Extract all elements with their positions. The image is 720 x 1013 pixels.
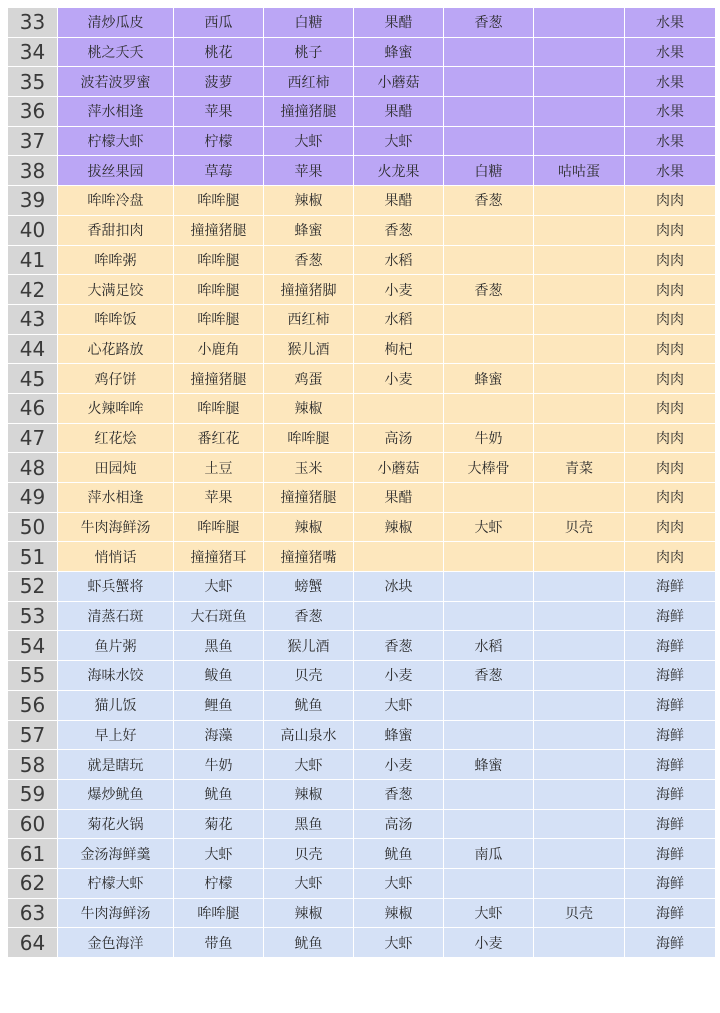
ingredient-1: 大虾 [174, 572, 264, 602]
ingredient-5 [534, 631, 625, 661]
table-row [8, 245, 716, 275]
category-cell: 海鲜 [625, 898, 716, 928]
ingredient-3: 小麦 [354, 364, 444, 394]
table-row [8, 334, 716, 364]
ingredient-1: 小鹿角 [174, 334, 264, 364]
ingredient-3 [354, 542, 444, 572]
recipe-name: 爆炒鱿鱼 [58, 779, 174, 809]
ingredient-1: 土豆 [174, 453, 264, 483]
row-number: 51 [8, 542, 58, 572]
ingredient-5: 贝壳 [534, 898, 625, 928]
ingredient-1: 菊花 [174, 809, 264, 839]
ingredient-1: 哞哞腿 [174, 186, 264, 216]
ingredient-1: 哞哞腿 [174, 275, 264, 305]
recipe-name: 牛肉海鲜汤 [58, 512, 174, 542]
ingredient-5 [534, 423, 625, 453]
ingredient-2: 贝壳 [264, 661, 354, 691]
ingredient-4 [444, 67, 534, 97]
ingredient-3: 水稻 [354, 304, 444, 334]
recipe-name: 哞哞粥 [58, 245, 174, 275]
ingredient-4 [444, 572, 534, 602]
table-row [8, 661, 716, 691]
recipe-name: 菊花火锅 [58, 809, 174, 839]
ingredient-2: 辣椒 [264, 393, 354, 423]
ingredient-1: 菠萝 [174, 67, 264, 97]
recipe-name: 金色海洋 [58, 928, 174, 958]
table-row [8, 928, 716, 958]
table-row [8, 393, 716, 423]
recipe-name: 牛肉海鲜汤 [58, 898, 174, 928]
ingredient-2: 桃子 [264, 37, 354, 67]
category-cell: 肉肉 [625, 215, 716, 245]
ingredient-5: 贝壳 [534, 512, 625, 542]
ingredient-3: 辣椒 [354, 898, 444, 928]
ingredient-3: 高汤 [354, 809, 444, 839]
ingredient-5 [534, 334, 625, 364]
ingredient-2: 辣椒 [264, 898, 354, 928]
category-cell: 肉肉 [625, 423, 716, 453]
ingredient-3 [354, 393, 444, 423]
ingredient-2: 鸡蛋 [264, 364, 354, 394]
ingredient-2: 蜂蜜 [264, 215, 354, 245]
ingredient-4: 蜂蜜 [444, 750, 534, 780]
row-number: 33 [8, 8, 58, 38]
category-cell: 肉肉 [625, 334, 716, 364]
ingredient-3: 冰块 [354, 572, 444, 602]
ingredient-4: 牛奶 [444, 423, 534, 453]
ingredient-1: 海藻 [174, 720, 264, 750]
ingredient-2: 螃蟹 [264, 572, 354, 602]
category-cell: 肉肉 [625, 304, 716, 334]
category-cell: 海鲜 [625, 601, 716, 631]
ingredient-3: 辣椒 [354, 512, 444, 542]
ingredient-1: 哞哞腿 [174, 393, 264, 423]
ingredient-4 [444, 720, 534, 750]
ingredient-2: 辣椒 [264, 512, 354, 542]
recipe-name: 清炒瓜皮 [58, 8, 174, 38]
ingredient-3: 小蘑菇 [354, 453, 444, 483]
ingredient-4 [444, 868, 534, 898]
row-number: 46 [8, 393, 58, 423]
ingredient-3: 鱿鱼 [354, 839, 444, 869]
ingredient-3: 果醋 [354, 97, 444, 127]
row-number: 63 [8, 898, 58, 928]
ingredient-4 [444, 690, 534, 720]
category-cell: 肉肉 [625, 542, 716, 572]
ingredient-3: 小蘑菇 [354, 67, 444, 97]
recipe-name: 柠檬大虾 [58, 126, 174, 156]
ingredient-5 [534, 839, 625, 869]
ingredient-4: 白糖 [444, 156, 534, 186]
row-number: 53 [8, 601, 58, 631]
table-row [8, 750, 716, 780]
row-number: 59 [8, 779, 58, 809]
row-number: 45 [8, 364, 58, 394]
ingredient-5: 青菜 [534, 453, 625, 483]
ingredient-2: 香葱 [264, 245, 354, 275]
ingredient-4 [444, 601, 534, 631]
table-row [8, 126, 716, 156]
ingredient-1: 哞哞腿 [174, 304, 264, 334]
ingredient-5 [534, 690, 625, 720]
row-number: 38 [8, 156, 58, 186]
ingredient-3: 香葱 [354, 631, 444, 661]
row-number: 61 [8, 839, 58, 869]
ingredient-2: 大虾 [264, 750, 354, 780]
ingredient-2: 大虾 [264, 126, 354, 156]
category-cell: 水果 [625, 37, 716, 67]
ingredient-3 [354, 601, 444, 631]
ingredient-1: 哞哞腿 [174, 898, 264, 928]
ingredient-1: 黑鱼 [174, 631, 264, 661]
table-row [8, 601, 716, 631]
table-row [8, 868, 716, 898]
ingredient-1: 柠檬 [174, 868, 264, 898]
ingredient-3: 蜂蜜 [354, 37, 444, 67]
ingredient-4: 水稻 [444, 631, 534, 661]
ingredient-1: 撞撞猪腿 [174, 215, 264, 245]
recipe-name: 哞哞饭 [58, 304, 174, 334]
ingredient-3: 香葱 [354, 779, 444, 809]
category-cell: 海鲜 [625, 720, 716, 750]
ingredient-5 [534, 928, 625, 958]
table-row [8, 512, 716, 542]
recipe-name: 拔丝果园 [58, 156, 174, 186]
recipe-name: 早上好 [58, 720, 174, 750]
row-number: 34 [8, 37, 58, 67]
recipe-name: 大满足饺 [58, 275, 174, 305]
recipe-name: 鱼片粥 [58, 631, 174, 661]
recipe-name: 萍水相逢 [58, 483, 174, 513]
category-cell: 肉肉 [625, 483, 716, 513]
recipe-name: 就是瞎玩 [58, 750, 174, 780]
category-cell: 海鲜 [625, 928, 716, 958]
ingredient-1: 鱿鱼 [174, 779, 264, 809]
ingredient-2: 高山泉水 [264, 720, 354, 750]
category-cell: 水果 [625, 67, 716, 97]
category-cell: 肉肉 [625, 186, 716, 216]
row-number: 43 [8, 304, 58, 334]
ingredient-5 [534, 126, 625, 156]
table-row [8, 67, 716, 97]
ingredient-1: 大石斑鱼 [174, 601, 264, 631]
ingredient-4: 小麦 [444, 928, 534, 958]
ingredient-2: 猴儿酒 [264, 631, 354, 661]
ingredient-2: 辣椒 [264, 779, 354, 809]
ingredient-4: 蜂蜜 [444, 364, 534, 394]
ingredient-4: 香葱 [444, 8, 534, 38]
table-row [8, 690, 716, 720]
ingredient-3: 大虾 [354, 868, 444, 898]
ingredient-3: 大虾 [354, 126, 444, 156]
table-row [8, 453, 716, 483]
ingredient-2: 撞撞猪腿 [264, 483, 354, 513]
recipe-name: 萍水相逢 [58, 97, 174, 127]
row-number: 36 [8, 97, 58, 127]
ingredient-5 [534, 779, 625, 809]
ingredient-5: 咕咕蛋 [534, 156, 625, 186]
row-number: 60 [8, 809, 58, 839]
ingredient-3: 果醋 [354, 483, 444, 513]
ingredient-4 [444, 215, 534, 245]
ingredient-3: 高汤 [354, 423, 444, 453]
category-cell: 肉肉 [625, 364, 716, 394]
ingredient-1: 苹果 [174, 483, 264, 513]
ingredient-1: 柠檬 [174, 126, 264, 156]
recipe-name: 猫儿饭 [58, 690, 174, 720]
table-row [8, 423, 716, 453]
ingredient-1: 撞撞猪耳 [174, 542, 264, 572]
ingredient-1: 撞撞猪腿 [174, 364, 264, 394]
recipe-name: 鸡仔饼 [58, 364, 174, 394]
ingredient-2: 香葱 [264, 601, 354, 631]
ingredient-1: 哞哞腿 [174, 245, 264, 275]
row-number: 41 [8, 245, 58, 275]
row-number: 52 [8, 572, 58, 602]
ingredient-2: 大虾 [264, 868, 354, 898]
ingredient-2: 撞撞猪脚 [264, 275, 354, 305]
category-cell: 水果 [625, 156, 716, 186]
table-row [8, 572, 716, 602]
ingredient-4 [444, 809, 534, 839]
ingredient-4: 香葱 [444, 186, 534, 216]
ingredient-3: 水稻 [354, 245, 444, 275]
ingredient-1: 番红花 [174, 423, 264, 453]
ingredient-1: 大虾 [174, 839, 264, 869]
ingredient-2: 苹果 [264, 156, 354, 186]
recipe-name: 火辣哞哞 [58, 393, 174, 423]
ingredient-3: 小麦 [354, 275, 444, 305]
row-number: 35 [8, 67, 58, 97]
recipe-name: 虾兵蟹将 [58, 572, 174, 602]
recipe-name: 心花路放 [58, 334, 174, 364]
ingredient-5 [534, 275, 625, 305]
ingredient-5 [534, 364, 625, 394]
ingredient-3: 果醋 [354, 186, 444, 216]
row-number: 44 [8, 334, 58, 364]
ingredient-1: 牛奶 [174, 750, 264, 780]
category-cell: 水果 [625, 8, 716, 38]
table-row [8, 156, 716, 186]
category-cell: 水果 [625, 126, 716, 156]
ingredient-4 [444, 304, 534, 334]
ingredient-2: 贝壳 [264, 839, 354, 869]
category-cell: 海鲜 [625, 631, 716, 661]
category-cell: 海鲜 [625, 809, 716, 839]
ingredient-5 [534, 720, 625, 750]
category-cell: 海鲜 [625, 868, 716, 898]
category-cell: 肉肉 [625, 245, 716, 275]
recipe-name: 桃之夭夭 [58, 37, 174, 67]
row-number: 54 [8, 631, 58, 661]
ingredient-2: 撞撞猪腿 [264, 97, 354, 127]
ingredient-3: 小麦 [354, 750, 444, 780]
table-row [8, 809, 716, 839]
ingredient-3: 大虾 [354, 928, 444, 958]
row-number: 56 [8, 690, 58, 720]
ingredient-2: 辣椒 [264, 186, 354, 216]
row-number: 62 [8, 868, 58, 898]
table-row [8, 8, 716, 38]
recipe-name: 田园炖 [58, 453, 174, 483]
category-cell: 肉肉 [625, 512, 716, 542]
ingredient-4: 南瓜 [444, 839, 534, 869]
recipe-name: 香甜扣肉 [58, 215, 174, 245]
ingredient-1: 哞哞腿 [174, 512, 264, 542]
ingredient-2: 鱿鱼 [264, 928, 354, 958]
ingredient-4 [444, 393, 534, 423]
table-row [8, 898, 716, 928]
table-row [8, 215, 716, 245]
ingredient-5 [534, 750, 625, 780]
ingredient-5 [534, 542, 625, 572]
category-cell: 肉肉 [625, 393, 716, 423]
recipe-name: 金汤海鲜羹 [58, 839, 174, 869]
table-row [8, 779, 716, 809]
ingredient-2: 玉米 [264, 453, 354, 483]
category-cell: 水果 [625, 97, 716, 127]
recipe-name: 悄悄话 [58, 542, 174, 572]
table-row [8, 304, 716, 334]
ingredient-4 [444, 126, 534, 156]
ingredient-3: 枸杞 [354, 334, 444, 364]
ingredient-4 [444, 779, 534, 809]
ingredient-5 [534, 245, 625, 275]
ingredient-1: 西瓜 [174, 8, 264, 38]
ingredient-4 [444, 37, 534, 67]
row-number: 37 [8, 126, 58, 156]
ingredient-3: 蜂蜜 [354, 720, 444, 750]
recipe-name: 哞哞冷盘 [58, 186, 174, 216]
row-number: 49 [8, 483, 58, 513]
recipe-name: 海味水饺 [58, 661, 174, 691]
ingredient-5 [534, 809, 625, 839]
ingredient-5 [534, 601, 625, 631]
row-number: 40 [8, 215, 58, 245]
ingredient-5 [534, 67, 625, 97]
ingredient-5 [534, 37, 625, 67]
ingredient-4: 香葱 [444, 661, 534, 691]
recipe-table-body [8, 8, 716, 958]
table-row [8, 186, 716, 216]
ingredient-5 [534, 483, 625, 513]
row-number: 58 [8, 750, 58, 780]
ingredient-4 [444, 334, 534, 364]
row-number: 50 [8, 512, 58, 542]
ingredient-1: 苹果 [174, 97, 264, 127]
category-cell: 海鲜 [625, 779, 716, 809]
ingredient-4: 大虾 [444, 898, 534, 928]
ingredient-1: 鲅鱼 [174, 661, 264, 691]
table-row [8, 364, 716, 394]
row-number: 55 [8, 661, 58, 691]
table-row [8, 839, 716, 869]
ingredient-2: 白糖 [264, 8, 354, 38]
ingredient-4: 香葱 [444, 275, 534, 305]
row-number: 39 [8, 186, 58, 216]
ingredient-2: 黑鱼 [264, 809, 354, 839]
ingredient-4: 大虾 [444, 512, 534, 542]
ingredient-5 [534, 186, 625, 216]
ingredient-1: 鲤鱼 [174, 690, 264, 720]
table-row [8, 631, 716, 661]
ingredient-3: 小麦 [354, 661, 444, 691]
table-row [8, 275, 716, 305]
ingredient-5 [534, 393, 625, 423]
row-number: 42 [8, 275, 58, 305]
row-number: 47 [8, 423, 58, 453]
ingredient-2: 哞哞腿 [264, 423, 354, 453]
recipe-name: 波若波罗蜜 [58, 67, 174, 97]
table-row [8, 37, 716, 67]
ingredient-5 [534, 97, 625, 127]
recipe-table [7, 7, 716, 958]
ingredient-1: 草莓 [174, 156, 264, 186]
ingredient-4 [444, 97, 534, 127]
ingredient-5 [534, 8, 625, 38]
ingredient-4 [444, 245, 534, 275]
table-row [8, 542, 716, 572]
ingredient-2: 鱿鱼 [264, 690, 354, 720]
row-number: 48 [8, 453, 58, 483]
ingredient-4: 大棒骨 [444, 453, 534, 483]
ingredient-3: 大虾 [354, 690, 444, 720]
category-cell: 海鲜 [625, 750, 716, 780]
ingredient-2: 西红柿 [264, 67, 354, 97]
category-cell: 海鲜 [625, 690, 716, 720]
ingredient-5 [534, 304, 625, 334]
ingredient-2: 西红柿 [264, 304, 354, 334]
category-cell: 肉肉 [625, 453, 716, 483]
ingredient-1: 带鱼 [174, 928, 264, 958]
ingredient-2: 猴儿酒 [264, 334, 354, 364]
ingredient-5 [534, 215, 625, 245]
recipe-name: 红花烩 [58, 423, 174, 453]
ingredient-3: 火龙果 [354, 156, 444, 186]
row-number: 57 [8, 720, 58, 750]
category-cell: 海鲜 [625, 839, 716, 869]
ingredient-4 [444, 542, 534, 572]
table-row [8, 97, 716, 127]
category-cell: 肉肉 [625, 275, 716, 305]
category-cell: 海鲜 [625, 572, 716, 602]
ingredient-4 [444, 483, 534, 513]
table-row [8, 720, 716, 750]
ingredient-5 [534, 572, 625, 602]
recipe-name: 清蒸石斑 [58, 601, 174, 631]
row-number: 64 [8, 928, 58, 958]
ingredient-5 [534, 661, 625, 691]
table-row [8, 483, 716, 513]
ingredient-2: 撞撞猪嘴 [264, 542, 354, 572]
ingredient-5 [534, 868, 625, 898]
ingredient-3: 香葱 [354, 215, 444, 245]
category-cell: 海鲜 [625, 661, 716, 691]
recipe-name: 柠檬大虾 [58, 868, 174, 898]
ingredient-3: 果醋 [354, 8, 444, 38]
ingredient-1: 桃花 [174, 37, 264, 67]
